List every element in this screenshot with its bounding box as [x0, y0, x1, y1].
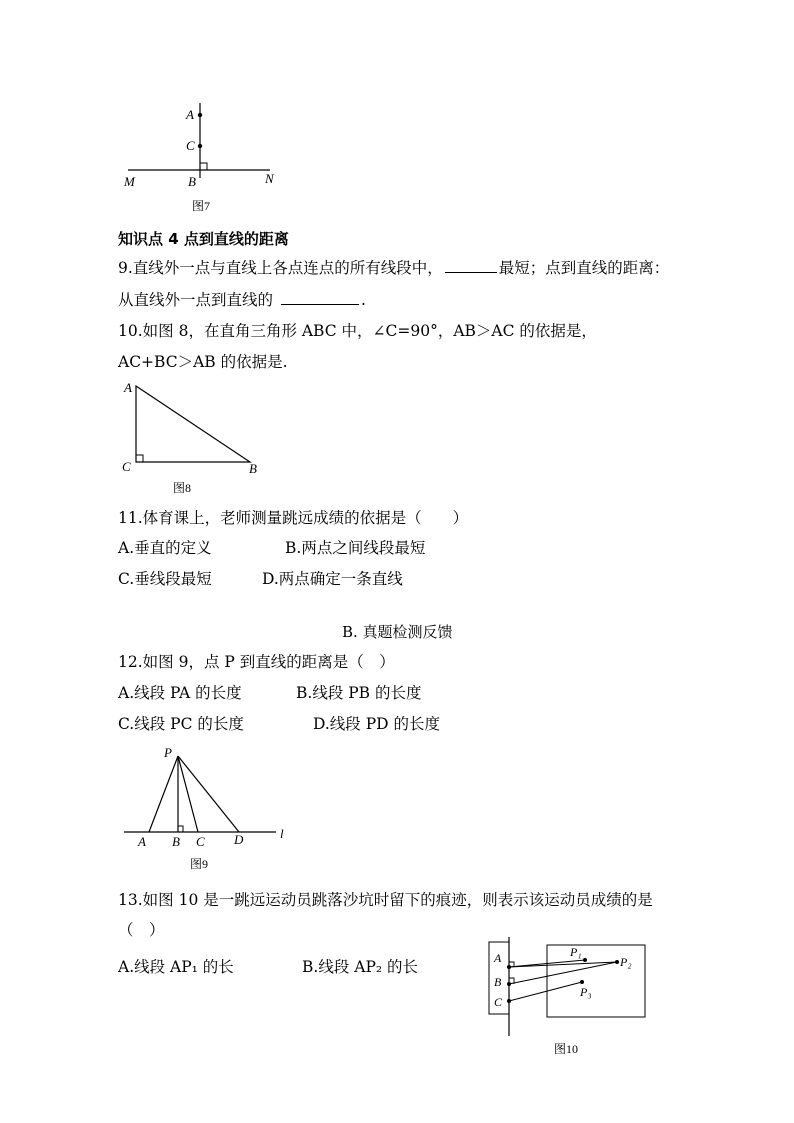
label-l: l [280, 826, 284, 841]
q12-option-d: D.线段 PD 的长度 [313, 715, 441, 733]
label-b: B [249, 461, 257, 476]
segment-pc [178, 756, 198, 832]
label-m: M [124, 174, 135, 189]
label-n: N [265, 171, 274, 186]
question-13-stem-cont: （ ） [118, 921, 165, 939]
q13-option-b: B.线段 AP₂ 的长 [302, 958, 419, 976]
label-p2: P₂ [620, 955, 632, 969]
point-p1 [583, 958, 587, 962]
q9-text-d: . [361, 291, 366, 309]
q11-option-b: B.两点之间线段最短 [285, 539, 426, 557]
q9-text-a: 9.直线外一点与直线上各点连点的所有线段中， [118, 259, 443, 277]
section-b-heading: B. 真题检测反馈 [342, 623, 453, 641]
question-10-line2: AC+BC＞AB 的依据是. [118, 353, 288, 371]
section-heading: 知识点 4 点到直线的距离 [118, 230, 289, 248]
q9-blank-2 [281, 290, 359, 305]
segment-pd [178, 756, 239, 832]
label-b: B [494, 975, 502, 989]
figure-10 [486, 934, 651, 1062]
fig8-caption: 图8 [173, 481, 192, 495]
label-a: A [494, 951, 502, 965]
segment-ap2 [509, 962, 617, 967]
label-a: A [138, 834, 146, 849]
question-9-line2 [118, 290, 366, 310]
point-c [507, 999, 511, 1003]
question-11-stem: 11.体育课上，老师测量跳远成绩的依据是（ ） [118, 509, 469, 527]
right-angle-mark [136, 455, 143, 462]
q11-option-c: C.垂线段最短 [118, 570, 212, 588]
label-b: B [188, 174, 196, 189]
q9-blank-1 [445, 258, 497, 273]
figure-8 [118, 378, 268, 500]
point-p2 [615, 960, 619, 964]
q13-option-a: A.线段 AP₁ 的长 [118, 958, 234, 976]
label-p: P [164, 745, 172, 760]
point-c [198, 144, 202, 148]
segment-cp3 [509, 982, 582, 1001]
fig10-caption: 图10 [554, 1042, 579, 1056]
label-a: A [124, 380, 132, 395]
point-a [198, 113, 202, 117]
question-10-line1: 10.如图 8，在直角三角形 ABC 中，∠C=90°，AB＞AC 的依据是， [118, 322, 597, 340]
fig9-caption: 图9 [190, 857, 209, 871]
point-b [507, 982, 511, 986]
figure-9 [118, 744, 298, 876]
q12-option-b: B.线段 PB 的长度 [296, 684, 422, 702]
segment-pa [149, 756, 178, 832]
question-9-line1 [118, 258, 669, 278]
q12-option-a: A.线段 PA 的长度 [118, 684, 242, 702]
q9-text-c: 从直线外一点到直线的 [118, 291, 274, 309]
q11-option-d: D.两点确定一条直线 [262, 570, 403, 588]
right-angle-mark [178, 826, 183, 832]
label-p1: P₁ [570, 945, 582, 959]
label-d: D [234, 832, 244, 847]
label-p3: P₃ [580, 985, 592, 999]
q12-option-c: C.线段 PC 的长度 [118, 715, 244, 733]
label-c: C [186, 138, 195, 153]
fig7-caption: 图7 [192, 199, 211, 213]
q11-option-a: A.垂直的定义 [118, 539, 212, 557]
figure-7 [120, 98, 290, 220]
triangle-abc [136, 386, 250, 462]
question-13-stem: 13.如图 10 是一跳远运动员跳落沙坑时留下的痕迹，则表示该运动员成绩的是 [118, 891, 653, 909]
label-c: C [494, 995, 503, 1009]
point-a [507, 965, 511, 969]
right-angle-mark [200, 163, 207, 170]
label-a: A [186, 107, 194, 122]
label-c: C [122, 459, 131, 474]
point-p3 [580, 980, 584, 984]
label-c: C [196, 834, 205, 849]
question-12-stem: 12.如图 9，点 P 到直线的距离是（ ） [118, 653, 395, 671]
q9-text-b: 最短；点到直线的距离： [498, 259, 670, 277]
label-b: B [172, 834, 180, 849]
